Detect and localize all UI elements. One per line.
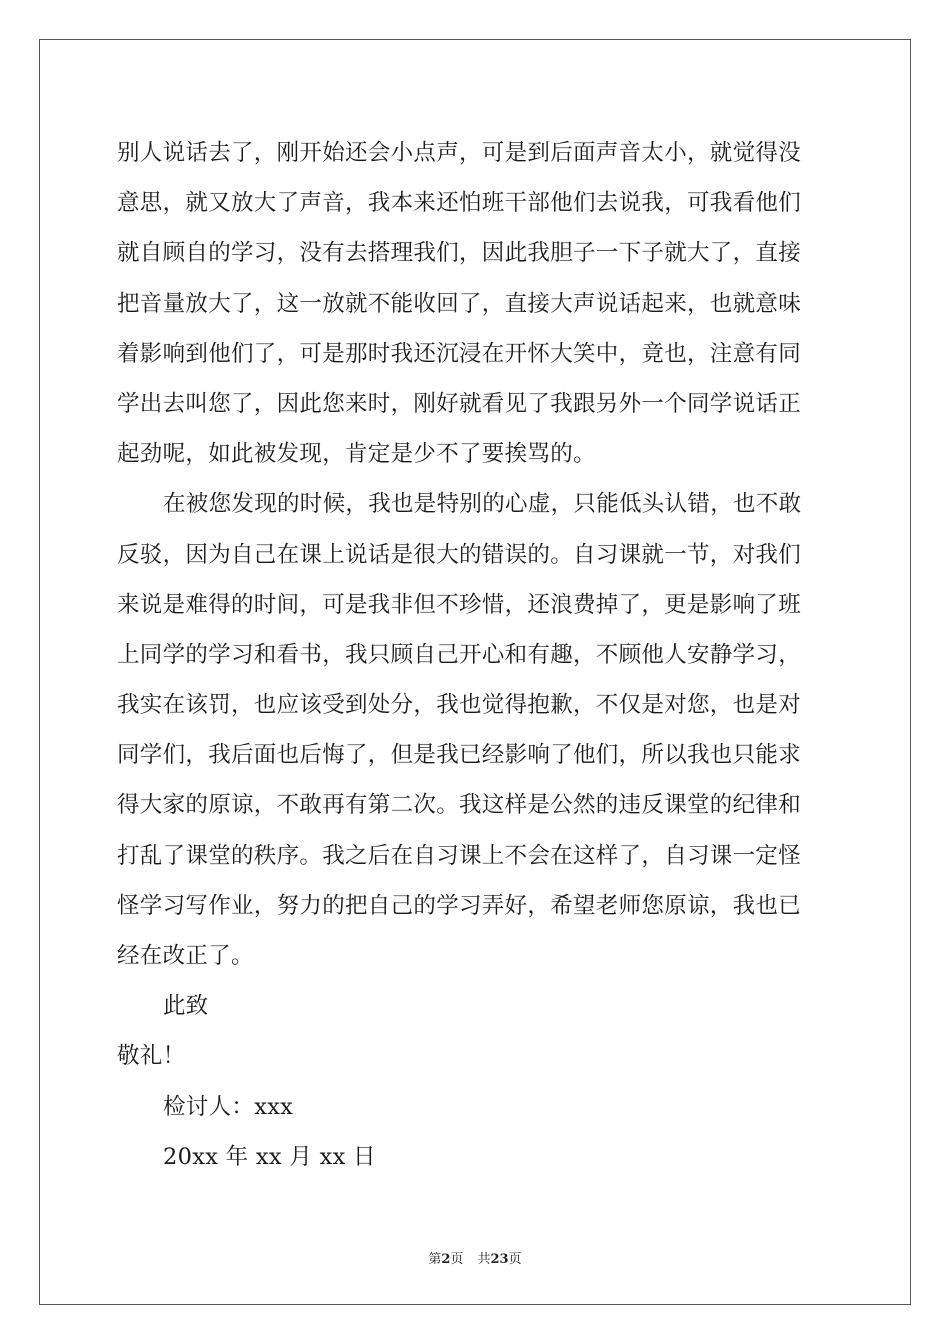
body-line: 得大家的原谅，不敢再有第二次。我这样是公然的违反课堂的纪律和 — [117, 792, 802, 819]
body-line: 上同学的学习和看书，我只顾自己开心和有趣，不顾他人安静学习， — [117, 641, 802, 668]
body-line: 来说是难得的时间，可是我非但不珍惜，还浪费掉了，更是影响了班 — [117, 591, 802, 618]
total-prefix: 共 — [477, 1252, 491, 1267]
page-footer — [0, 1248, 950, 1267]
body-line: 打乱了课堂的秩序。我之后在自习课上不会在这样了，自习课一定怪 — [117, 842, 802, 869]
body-line: 怪学习写作业，努力的把自己的学习弄好，希望老师您原谅，我也已 — [117, 892, 802, 919]
date-line: 20xx 年 xx 月 xx 日 — [163, 1143, 376, 1170]
signer-line: 检讨人：xxx — [163, 1093, 294, 1120]
page-prefix: 第 — [428, 1252, 442, 1267]
total-suffix: 页 — [508, 1252, 522, 1267]
body-line: 别人说话去了，刚开始还会小点声，可是到后面声音太小，就觉得没 — [117, 140, 802, 166]
body-line: 学出去叫您了，因此您来时，刚好就看见了我跟另外一个同学说话正 — [117, 390, 802, 417]
page-total: 23 — [490, 1252, 509, 1267]
body-line: 意思，就又放大了声音，我本来还怕班干部他们去说我，可我看他们 — [117, 190, 802, 217]
paragraph-start-line: 在被您发现的时候，我也是特别的心虚，只能低头认错，也不敢 — [163, 491, 802, 518]
body-line: 就自顾自的学习，没有去搭理我们，因此我胆子一下子就大了，直接 — [117, 240, 802, 267]
closing-jingli: 敬礼！ — [117, 1043, 186, 1070]
body-line: 同学们，我后面也后悔了，但是我已经影响了他们，所以我也只能求 — [117, 742, 802, 769]
letter-body — [117, 128, 837, 1182]
body-line: 经在改正了。 — [117, 943, 254, 969]
body-line: 我实在该罚，也应该受到处分，我也觉得抱歉，不仅是对您，也是对 — [117, 692, 802, 719]
body-line: 反驳，因为自己在课上说话是很大的错误的。自习课就一节，对我们 — [117, 541, 802, 568]
body-line: 把音量放大了，这一放就不能收回了，直接大声说话起来，也就意味 — [117, 290, 802, 317]
body-line: 着影响到他们了，可是那时我还沉浸在开怀大笑中，竟也，注意有同 — [117, 340, 802, 367]
body-line: 起劲呢，如此被发现，肯定是少不了要挨骂的。 — [117, 441, 596, 468]
closing-cizhi: 此致 — [163, 993, 209, 1020]
page-current: 2 — [441, 1252, 451, 1267]
page-suffix: 页 — [450, 1252, 464, 1267]
